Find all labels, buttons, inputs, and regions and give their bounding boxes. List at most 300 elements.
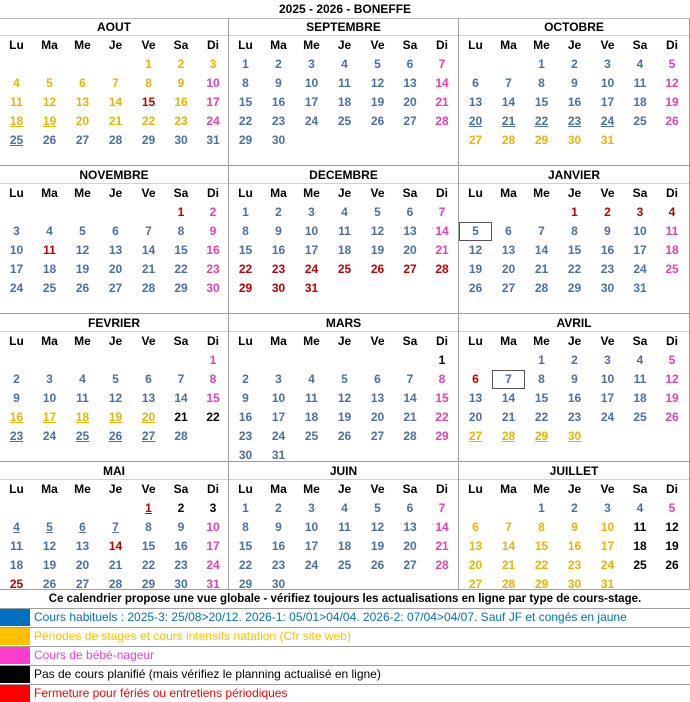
day-cell: 17 (304, 95, 319, 109)
day-cell: 20 (108, 262, 123, 276)
day-cell: 21 (108, 114, 123, 128)
day-cell: 5 (79, 224, 86, 238)
day-cell: 25 (633, 114, 647, 128)
day-cell: 30 (174, 133, 188, 147)
month-name: DECEMBRE (229, 166, 458, 184)
day-cell: 29 (174, 281, 188, 295)
day-cell: 17 (42, 410, 57, 424)
month-fevrier (0, 314, 229, 462)
month-janvier (459, 166, 690, 314)
day-cell: 25 (337, 114, 352, 128)
day-cell: 5 (374, 205, 381, 219)
day-cell: 23 (271, 558, 286, 572)
day-cell: 21 (435, 95, 449, 109)
day-cell: 1 (145, 501, 152, 515)
day-cell: 7 (505, 520, 512, 534)
day-cell: 20 (468, 410, 483, 424)
day-cell: 4 (341, 205, 348, 219)
weekday-header: Je (337, 482, 352, 496)
day-cell: 12 (337, 391, 352, 405)
day-cell: 10 (42, 391, 57, 405)
day-cell: 24 (304, 262, 319, 276)
day-cell: 6 (112, 224, 119, 238)
day-cell: 16 (567, 95, 582, 109)
day-cell: 13 (468, 539, 483, 553)
day-cell: 2 (571, 353, 578, 367)
day-cell: 29 (238, 577, 253, 591)
legend-swatch (0, 685, 30, 702)
day-cell: 11 (10, 539, 23, 553)
day-cell: 28 (501, 429, 516, 443)
day-cell: 22 (238, 262, 253, 276)
day-cell: 4 (341, 57, 348, 71)
day-cell: 14 (501, 539, 516, 553)
day-cell: 1 (538, 57, 545, 71)
day-cell: 2 (275, 205, 282, 219)
day-cell: 9 (177, 520, 185, 534)
day-cell: 3 (46, 372, 53, 386)
day-cell: 28 (435, 558, 449, 572)
day-cell: 19 (370, 539, 385, 553)
day-cell: 12 (665, 76, 679, 90)
day-cell: 6 (79, 76, 86, 90)
day-cell: 31 (633, 281, 647, 295)
day-cell: 3 (604, 353, 611, 367)
day-cell: 7 (112, 520, 119, 534)
day-cell: 17 (271, 410, 286, 424)
legend-swatch (0, 647, 30, 664)
day-cell: 13 (501, 243, 516, 257)
weekday-header: Sa (632, 334, 648, 348)
weekday-header: Di (207, 38, 219, 52)
day-cell: 6 (472, 372, 479, 386)
legend-row (0, 646, 690, 664)
day-cell: 24 (206, 558, 220, 572)
weekday-header: Je (567, 482, 582, 496)
day-cell: 4 (46, 224, 53, 238)
day-cell: 2 (571, 501, 578, 515)
weekday-header: Ma (270, 38, 287, 52)
weekday-header: Lu (9, 38, 24, 52)
day-cell: 18 (75, 410, 90, 424)
day-cell: 30 (567, 577, 582, 591)
weekday-header: Je (108, 334, 123, 348)
weekday-header: Me (303, 38, 320, 52)
day-cell: 16 (271, 243, 286, 257)
weekday-header: Je (108, 482, 123, 496)
day-cell: 11 (633, 76, 647, 90)
day-cell: 27 (108, 281, 123, 295)
day-cell: 21 (403, 410, 417, 424)
day-cell: 8 (538, 76, 545, 90)
day-cell: 26 (370, 262, 385, 276)
day-cell: 15 (174, 243, 188, 257)
day-cell: 17 (304, 243, 319, 257)
month-name: JUIN (229, 462, 458, 480)
month-juillet (459, 462, 690, 590)
weekday-header: Ma (41, 334, 58, 348)
day-cell: 2 (571, 57, 578, 71)
day-cell: 1 (242, 205, 249, 219)
day-cell: 21 (501, 558, 516, 572)
day-cell: 10 (9, 243, 24, 257)
weekday-header: Lu (9, 482, 24, 496)
day-cell: 11 (43, 243, 56, 257)
day-cell: 18 (665, 243, 679, 257)
weekday-header: Me (74, 482, 91, 496)
day-cell: 24 (304, 114, 319, 128)
weekday-header: Ma (270, 334, 287, 348)
weekday-header: Je (337, 38, 352, 52)
day-cell: 28 (108, 133, 123, 147)
weekday-header: Ve (600, 334, 615, 348)
day-cell: 16 (9, 410, 24, 424)
day-cell: 3 (308, 57, 315, 71)
legend-text: Périodes de stages et cours intensifs natation (Cfr site web) (34, 629, 351, 643)
day-cell: 8 (242, 224, 249, 238)
weekday-header: Ve (370, 482, 385, 496)
weekday-header: Di (207, 186, 219, 200)
day-cell: 29 (534, 577, 549, 591)
weekday-header: Ve (370, 186, 385, 200)
day-cell: 8 (145, 520, 152, 534)
weekday-header: Ma (500, 38, 517, 52)
day-cell: 14 (435, 520, 449, 534)
day-cell: 14 (141, 243, 156, 257)
day-cell: 29 (238, 281, 253, 295)
weekday-header: Lu (468, 334, 483, 348)
day-cell: 10 (206, 520, 220, 534)
month-name: NOVEMBRE (0, 166, 228, 184)
day-cell: 22 (238, 114, 253, 128)
day-cell: 23 (600, 262, 615, 276)
month-mai (0, 462, 229, 590)
day-cell: 11 (338, 224, 351, 238)
day-cell: 1 (177, 205, 185, 219)
day-cell: 13 (141, 391, 156, 405)
day-cell: 5 (668, 57, 676, 71)
day-cell: 1 (538, 353, 545, 367)
day-cell: 7 (145, 224, 152, 238)
day-cell: 9 (242, 391, 249, 405)
day-cell: 22 (206, 410, 220, 424)
weekday-header: Me (533, 186, 550, 200)
day-cell: 29 (534, 429, 549, 443)
weekday-header: Sa (402, 186, 418, 200)
day-cell: 1 (209, 353, 217, 367)
day-cell: 6 (472, 76, 479, 90)
weekday-header: Ma (270, 186, 287, 200)
day-cell: 17 (600, 95, 615, 109)
day-cell: 12 (370, 224, 385, 238)
weekday-header: Me (74, 186, 91, 200)
month-name: AVRIL (459, 314, 689, 332)
day-cell: 7 (438, 57, 446, 71)
day-cell: 24 (600, 558, 615, 572)
day-cell: 28 (501, 133, 516, 147)
day-cell: 30 (567, 133, 582, 147)
day-cell: 26 (108, 429, 123, 443)
day-cell: 7 (112, 76, 119, 90)
weekday-header: Sa (173, 186, 189, 200)
day-cell: 23 (174, 114, 188, 128)
day-cell: 1 (438, 353, 446, 367)
day-cell: 21 (435, 243, 449, 257)
day-cell: 22 (435, 410, 449, 424)
legend-swatch (0, 628, 30, 645)
weekday-header: Di (666, 38, 678, 52)
day-cell: 3 (308, 205, 315, 219)
month-name: MARS (229, 314, 458, 332)
day-cell: 15 (567, 243, 582, 257)
weekday-header: Di (436, 38, 448, 52)
day-cell: 29 (435, 429, 449, 443)
day-cell: 6 (374, 372, 381, 386)
day-cell: 20 (370, 410, 385, 424)
day-cell: 20 (403, 539, 417, 553)
weekday-header: Ve (141, 334, 156, 348)
page-title: 2025 - 2026 - BONEFFE (0, 0, 690, 19)
month-name: SEPTEMBRE (229, 18, 458, 36)
legend-row (0, 665, 690, 683)
legend-text: Cours habituels : 2025-3: 25/08>20/12. 2026-1: 05/01>04/04. 2026-2: 07/04>04/07. Sauf JF et congés en jaune (34, 610, 627, 624)
day-cell: 13 (403, 76, 417, 90)
weekday-header: Lu (468, 482, 483, 496)
day-cell: 30 (206, 281, 220, 295)
day-cell: 20 (468, 114, 483, 128)
day-cell: 6 (145, 372, 152, 386)
day-cell: 25 (304, 429, 319, 443)
day-cell: 3 (13, 224, 20, 238)
day-cell: 17 (633, 243, 647, 257)
day-cell: 11 (665, 224, 679, 238)
day-cell: 19 (665, 539, 679, 553)
day-cell: 15 (238, 539, 253, 553)
day-cell: 30 (271, 133, 286, 147)
day-cell: 23 (567, 558, 582, 572)
day-cell: 13 (75, 95, 90, 109)
day-cell: 28 (435, 114, 449, 128)
day-cell: 30 (238, 448, 253, 462)
weekday-header: Ma (500, 186, 517, 200)
day-cell: 2 (13, 372, 20, 386)
day-cell: 10 (633, 224, 647, 238)
legend-swatch (0, 609, 30, 626)
day-cell: 19 (108, 410, 123, 424)
day-cell: 7 (406, 372, 414, 386)
day-cell: 29 (238, 133, 253, 147)
day-cell: 7 (177, 372, 185, 386)
weekday-header: Di (436, 334, 448, 348)
day-cell: 24 (206, 114, 220, 128)
day-cell: 11 (633, 372, 647, 386)
day-cell: 20 (75, 558, 90, 572)
day-cell: 30 (271, 577, 286, 591)
day-cell: 2 (604, 205, 611, 219)
day-cell: 6 (406, 205, 414, 219)
day-cell: 26 (665, 114, 679, 128)
day-cell: 17 (304, 539, 319, 553)
weekday-header: Di (436, 186, 448, 200)
day-cell: 6 (505, 224, 512, 238)
day-cell: 16 (174, 95, 188, 109)
day-cell: 29 (567, 281, 582, 295)
day-cell: 23 (567, 114, 582, 128)
weekday-header: Me (303, 334, 320, 348)
day-cell: 5 (46, 520, 53, 534)
day-cell: 5 (374, 501, 381, 515)
weekday-header: Sa (402, 482, 418, 496)
day-cell: 2 (242, 372, 249, 386)
day-cell: 4 (308, 372, 315, 386)
legend-text: Pas de cours planifié (mais vérifiez le planning actualisé en ligne) (34, 667, 381, 681)
weekday-header: Ve (370, 334, 385, 348)
day-cell: 14 (108, 95, 123, 109)
day-cell: 2 (177, 57, 185, 71)
weekday-header: Je (108, 38, 123, 52)
weekday-header: Sa (632, 482, 648, 496)
day-cell: 29 (141, 133, 156, 147)
day-cell: 21 (501, 410, 516, 424)
day-cell: 20 (75, 114, 90, 128)
day-cell: 10 (271, 391, 286, 405)
month-septembre (229, 18, 459, 166)
day-cell: 12 (42, 95, 57, 109)
month-name: FEVRIER (0, 314, 228, 332)
weekday-header: Di (666, 186, 678, 200)
day-cell: 19 (42, 114, 57, 128)
month-decembre (229, 166, 459, 314)
day-cell: 10 (600, 76, 615, 90)
day-cell: 22 (567, 262, 582, 276)
day-cell: 27 (75, 577, 90, 591)
weekday-header: Lu (238, 38, 253, 52)
weekday-header: Ve (600, 38, 615, 52)
day-cell: 18 (9, 114, 24, 128)
day-cell: 18 (42, 262, 57, 276)
day-cell: 13 (468, 95, 483, 109)
day-cell: 15 (206, 391, 220, 405)
day-cell: 22 (174, 262, 188, 276)
day-cell: 24 (600, 114, 615, 128)
month-aout (0, 18, 229, 166)
day-cell: 20 (501, 262, 516, 276)
day-cell: 28 (435, 262, 449, 276)
day-cell: 7 (438, 501, 446, 515)
day-cell: 14 (435, 76, 449, 90)
day-cell: 8 (209, 372, 217, 386)
day-cell: 16 (174, 539, 188, 553)
day-cell: 21 (141, 262, 156, 276)
day-cell: 31 (600, 133, 615, 147)
day-cell: 20 (141, 410, 156, 424)
legend-text: Fermeture pour fériés ou entretiens périodiques (34, 686, 288, 700)
day-cell: 12 (370, 76, 385, 90)
day-cell: 12 (370, 520, 385, 534)
weekday-header: Lu (238, 186, 253, 200)
day-cell: 6 (406, 501, 414, 515)
day-cell: 1 (538, 501, 545, 515)
day-cell: 22 (141, 114, 156, 128)
day-cell: 10 (304, 520, 319, 534)
day-cell: 7 (438, 205, 446, 219)
day-cell: 9 (13, 391, 20, 405)
weekday-header: Lu (238, 482, 253, 496)
day-cell: 3 (209, 57, 217, 71)
day-cell: 13 (468, 391, 483, 405)
day-cell: 24 (271, 429, 286, 443)
day-cell: 2 (177, 501, 185, 515)
day-cell: 4 (13, 76, 20, 90)
day-cell: 17 (206, 95, 220, 109)
weekday-header: Me (303, 186, 320, 200)
day-cell: 31 (206, 577, 220, 591)
day-cell: 18 (9, 558, 24, 572)
day-cell: 5 (112, 372, 119, 386)
weekday-header: Lu (9, 334, 24, 348)
day-cell: 27 (403, 262, 417, 276)
day-cell: 25 (75, 429, 90, 443)
day-cell: 24 (9, 281, 24, 295)
day-cell: 25 (337, 262, 352, 276)
day-cell: 13 (108, 243, 123, 257)
month-avril (459, 314, 690, 462)
day-cell: 23 (567, 410, 582, 424)
day-cell: 3 (604, 501, 611, 515)
day-cell: 9 (571, 520, 578, 534)
day-cell: 21 (501, 114, 516, 128)
weekday-header: Sa (402, 334, 418, 348)
month-octobre (459, 18, 690, 166)
day-cell: 5 (341, 372, 348, 386)
weekday-header: Ve (141, 186, 156, 200)
day-cell: 27 (75, 133, 90, 147)
day-cell: 19 (468, 262, 483, 276)
day-cell: 6 (472, 520, 479, 534)
day-cell: 21 (435, 539, 449, 553)
day-cell: 15 (534, 95, 549, 109)
day-cell: 27 (403, 114, 417, 128)
weekday-header: Je (567, 186, 582, 200)
day-cell: 28 (141, 281, 156, 295)
day-cell: 8 (145, 76, 152, 90)
day-cell: 17 (600, 539, 615, 553)
day-cell: 10 (206, 76, 220, 90)
day-cell: 22 (534, 114, 549, 128)
day-cell: 24 (600, 410, 615, 424)
day-cell: 8 (177, 224, 185, 238)
day-cell: 6 (406, 57, 414, 71)
day-cell: 4 (13, 520, 20, 534)
weekday-header: Ma (41, 38, 58, 52)
legend-text: Cours de bébé-nageur (34, 648, 155, 662)
weekday-header: Je (337, 334, 352, 348)
weekday-header: Me (74, 334, 91, 348)
day-cell: 12 (42, 539, 57, 553)
day-cell: 15 (238, 95, 253, 109)
day-cell: 2 (209, 205, 217, 219)
weekday-header: Sa (173, 38, 189, 52)
day-cell: 19 (370, 243, 385, 257)
day-cell: 11 (76, 391, 89, 405)
day-cell: 27 (468, 577, 483, 591)
day-cell: 15 (141, 95, 156, 109)
weekday-header: Ma (500, 334, 517, 348)
weekday-header: Di (436, 482, 448, 496)
day-cell: 26 (665, 410, 679, 424)
weekday-header: Ma (270, 482, 287, 496)
day-cell: 5 (668, 501, 676, 515)
